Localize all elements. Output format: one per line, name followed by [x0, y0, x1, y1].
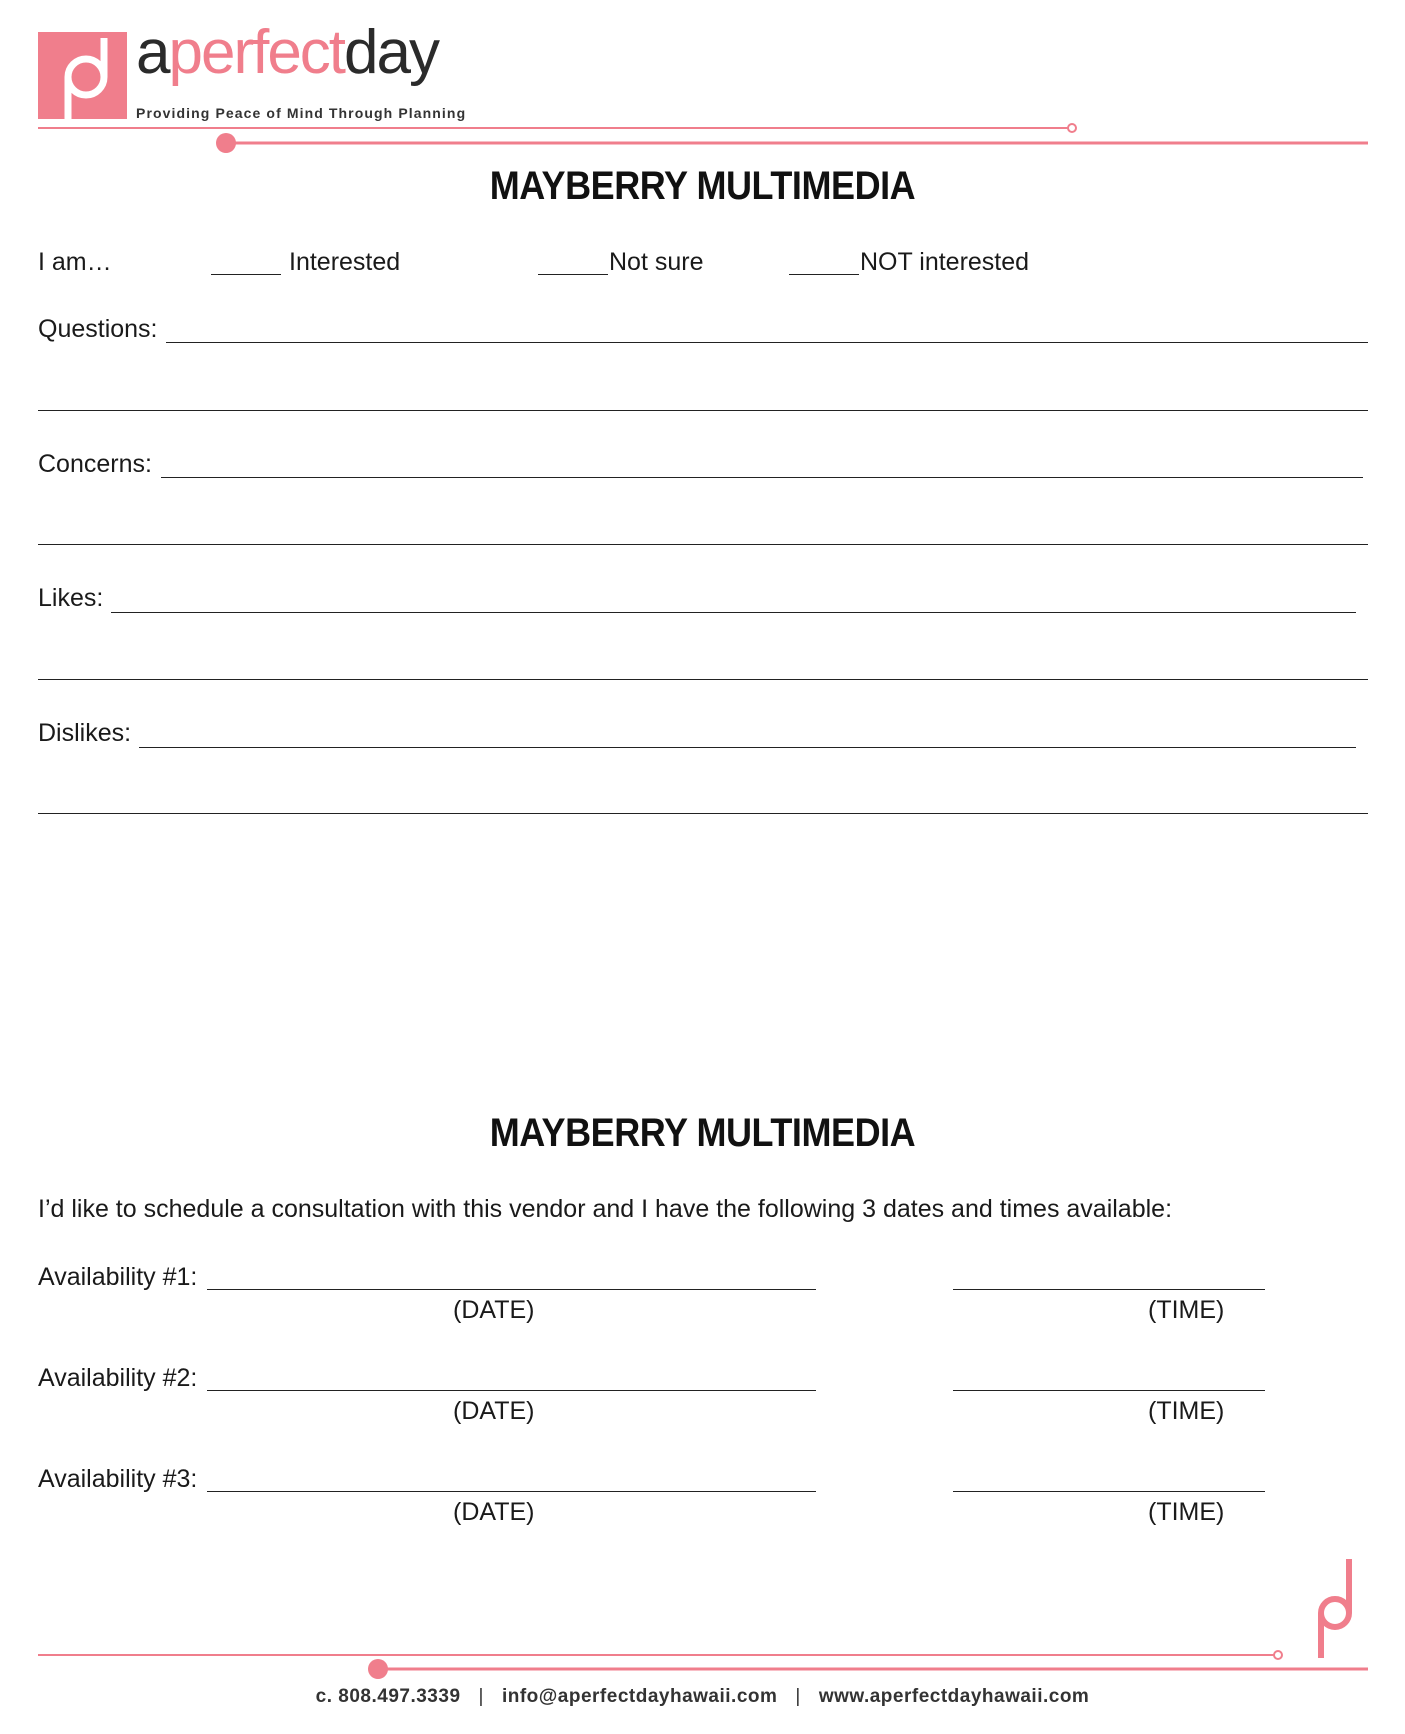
dislikes-line-1[interactable] — [139, 747, 1356, 748]
not-interested-blank[interactable] — [789, 274, 859, 275]
brand-logo-mark — [38, 32, 127, 119]
availability-3-time[interactable] — [953, 1491, 1265, 1492]
footer-separator: | — [795, 1686, 801, 1707]
concerns-label: Concerns: — [38, 450, 152, 478]
availability-1-date-caption: (DATE) — [453, 1296, 535, 1324]
availability-1-time[interactable] — [953, 1289, 1265, 1290]
footer-email[interactable]: info@aperfectdayhawaii.com — [501, 1686, 778, 1707]
likes-line-2[interactable] — [38, 679, 1368, 680]
brand-name-day: day — [344, 18, 438, 87]
footer-contact — [0, 1686, 1405, 1708]
availability-1-time-caption: (TIME) — [1148, 1296, 1225, 1324]
brand-wordmark — [136, 18, 438, 87]
consultation-intro: I’d like to schedule a consultation with this vendor and I have the following 3 dates and times available: — [38, 1195, 1173, 1223]
availability-3-date[interactable] — [207, 1491, 816, 1492]
brand-name-a: a — [136, 18, 169, 87]
section2-title: MAYBERRY MULTIMEDIA — [489, 1111, 916, 1155]
concerns-line-2[interactable] — [38, 544, 1368, 545]
interested-blank[interactable] — [211, 274, 281, 275]
footer-phone[interactable]: c. 808.497.3339 — [315, 1686, 461, 1707]
availability-1-date[interactable] — [207, 1289, 816, 1290]
dislikes-label: Dislikes: — [38, 719, 132, 747]
dislikes-line-2[interactable] — [38, 813, 1368, 814]
pd-monogram-icon — [38, 32, 127, 119]
likes-label: Likes: — [38, 584, 104, 612]
interest-label: I am… — [38, 248, 112, 276]
availability-3-label: Availability #3: — [38, 1465, 198, 1493]
questions-label: Questions: — [38, 315, 158, 343]
option-not-sure: Not sure — [609, 248, 704, 276]
option-interested: Interested — [289, 248, 401, 276]
availability-1-label: Availability #1: — [38, 1263, 198, 1291]
footer-rule — [0, 1645, 1405, 1685]
availability-2-date[interactable] — [207, 1390, 816, 1391]
availability-2-time-caption: (TIME) — [1148, 1397, 1225, 1425]
availability-2-time[interactable] — [953, 1390, 1265, 1391]
brand-tagline: Providing Peace of Mind Through Planning — [136, 105, 467, 121]
footer-separator: | — [478, 1686, 484, 1707]
availability-3-date-caption: (DATE) — [453, 1498, 535, 1526]
footer-website[interactable]: www.aperfectdayhawaii.com — [818, 1686, 1090, 1707]
availability-2-label: Availability #2: — [38, 1364, 198, 1392]
section1-title: MAYBERRY MULTIMEDIA — [489, 164, 916, 208]
likes-line-1[interactable] — [111, 612, 1356, 613]
questions-line-1[interactable] — [166, 342, 1368, 343]
availability-3-time-caption: (TIME) — [1148, 1498, 1225, 1526]
option-not-interested: NOT interested — [860, 248, 1030, 276]
availability-2-date-caption: (DATE) — [453, 1397, 535, 1425]
concerns-line-1[interactable] — [161, 477, 1363, 478]
header-rule — [0, 118, 1405, 158]
brand-name-perfect: perfect — [168, 18, 345, 87]
questions-line-2[interactable] — [38, 410, 1368, 411]
not-sure-blank[interactable] — [538, 274, 608, 275]
